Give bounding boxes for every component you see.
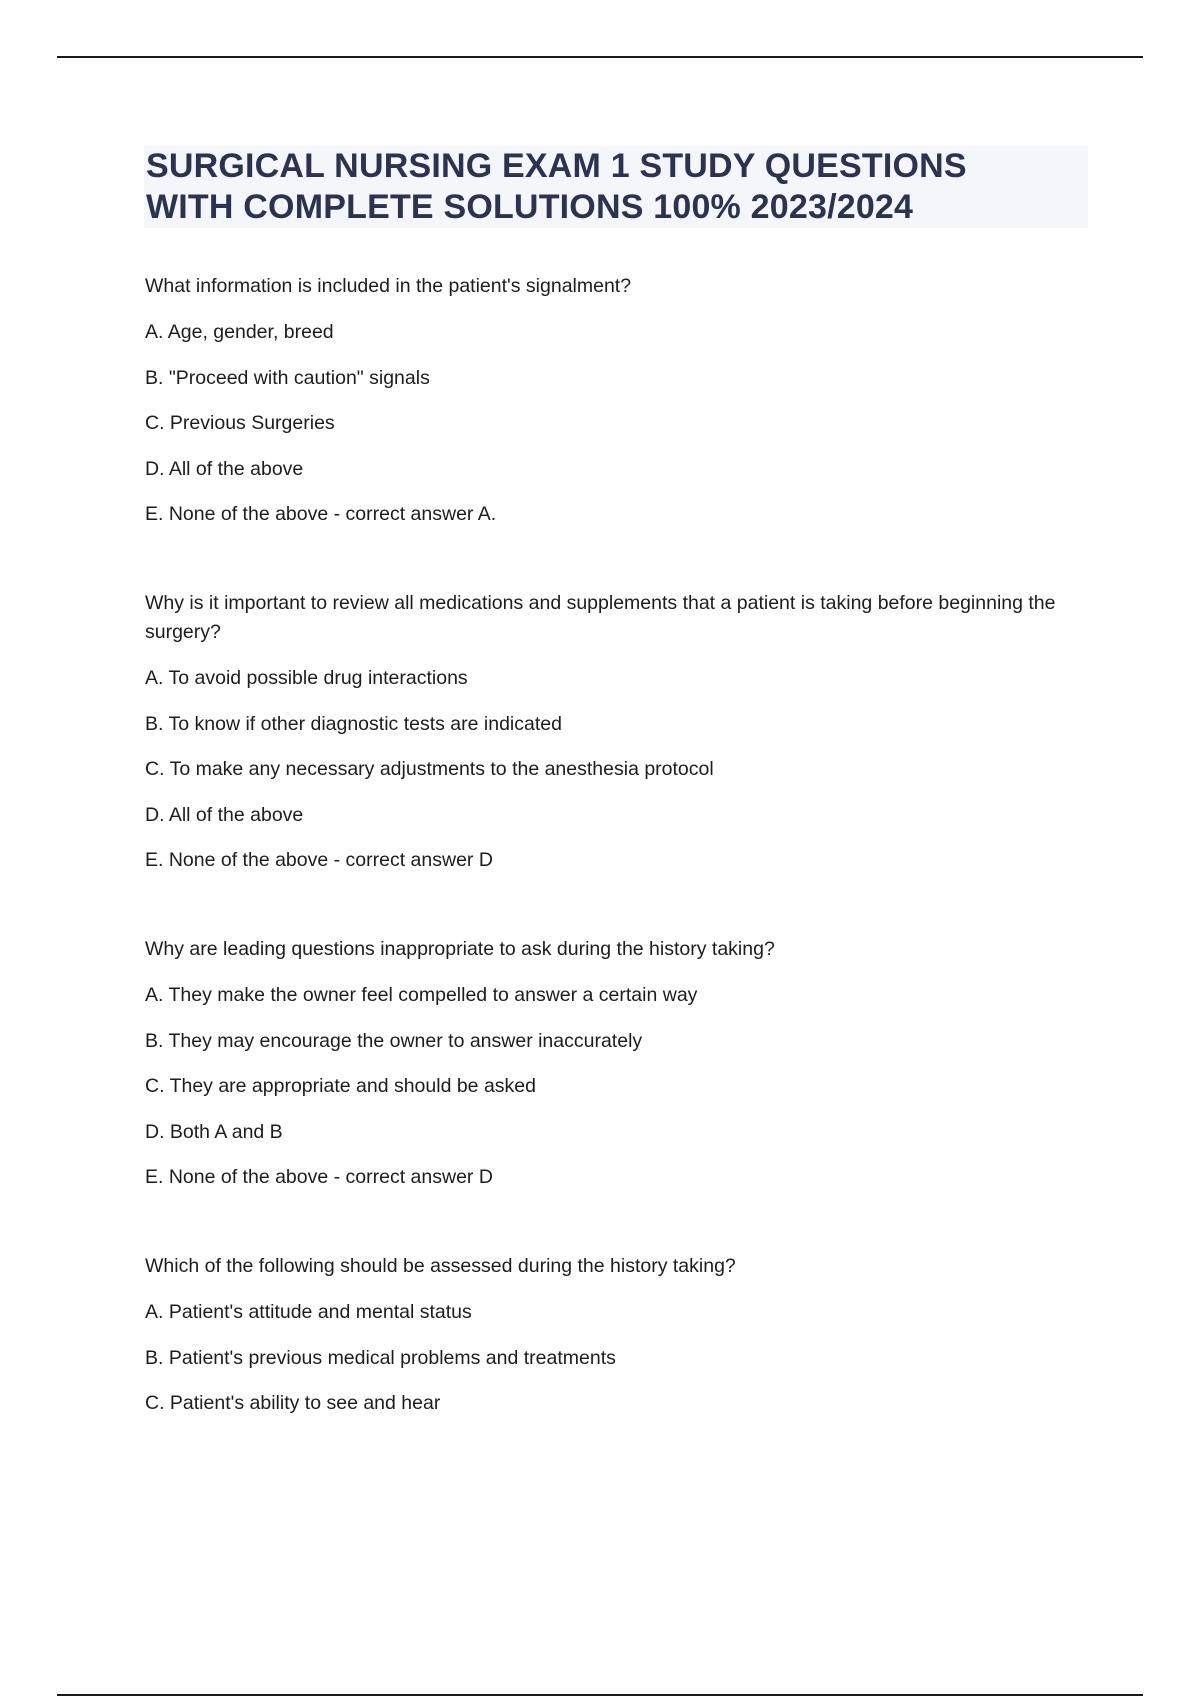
answer-option: D. All of the above: [145, 803, 304, 826]
question-list: [145, 272, 1085, 1418]
answer-option: C. Previous Surgeries: [145, 412, 335, 434]
answer-option: E. None of the above - correct answer D: [145, 1166, 493, 1188]
answer-option: B. Patient's previous medical problems and treatments: [145, 1346, 616, 1369]
answer-option: E. None of the above - correct answer A.: [145, 503, 497, 525]
answer-option: D. Both A and B: [145, 1120, 283, 1143]
answer-option: A. To avoid possible drug interactions: [145, 667, 468, 689]
answer-option: B. To know if other diagnostic tests are indicated: [145, 712, 562, 735]
title-banner: [144, 146, 1088, 228]
question-text: Why is it important to review all medications and supplements that a patient is taking before beginning the surgery?: [145, 592, 1056, 643]
answer-option: E. None of the above - correct answer D: [145, 849, 493, 871]
answer-option: A. They make the owner feel compelled to answer a certain way: [145, 984, 698, 1006]
answer-option: D. All of the above: [145, 457, 304, 480]
answer-option: C. They are appropriate and should be asked: [145, 1075, 536, 1097]
answer-options: [145, 1298, 1085, 1418]
title-line-1: SURGICAL NURSING EXAM 1 STUDY QUESTIONS: [146, 147, 967, 185]
question-block-2: [145, 589, 1085, 875]
answer-option: C. Patient's ability to see and hear: [145, 1392, 441, 1414]
answer-options: [145, 664, 1085, 875]
question-text: What information is included in the patient's signalment?: [145, 275, 632, 297]
question-text: Which of the following should be assessed during the history taking?: [145, 1255, 736, 1277]
title-line-2: WITH COMPLETE SOLUTIONS 100% 2023/2024: [146, 188, 914, 226]
top-rule: [57, 56, 1143, 58]
document-title: [146, 146, 1088, 228]
question-text: Why are leading questions inappropriate to ask during the history taking?: [145, 938, 775, 960]
answer-option: B. "Proceed with caution" signals: [145, 366, 430, 389]
answer-options: [145, 318, 1085, 529]
answer-options: [145, 981, 1085, 1192]
question-block-3: [145, 935, 1085, 1192]
answer-option: A. Age, gender, breed: [145, 321, 334, 343]
answer-option: B. They may encourage the owner to answer inaccurately: [145, 1029, 643, 1052]
bottom-rule: [57, 1694, 1143, 1696]
question-block-1: [145, 272, 1085, 529]
answer-option: A. Patient's attitude and mental status: [145, 1301, 472, 1323]
answer-option: C. To make any necessary adjustments to the anesthesia protocol: [145, 758, 714, 780]
question-block-4: [145, 1252, 1085, 1418]
